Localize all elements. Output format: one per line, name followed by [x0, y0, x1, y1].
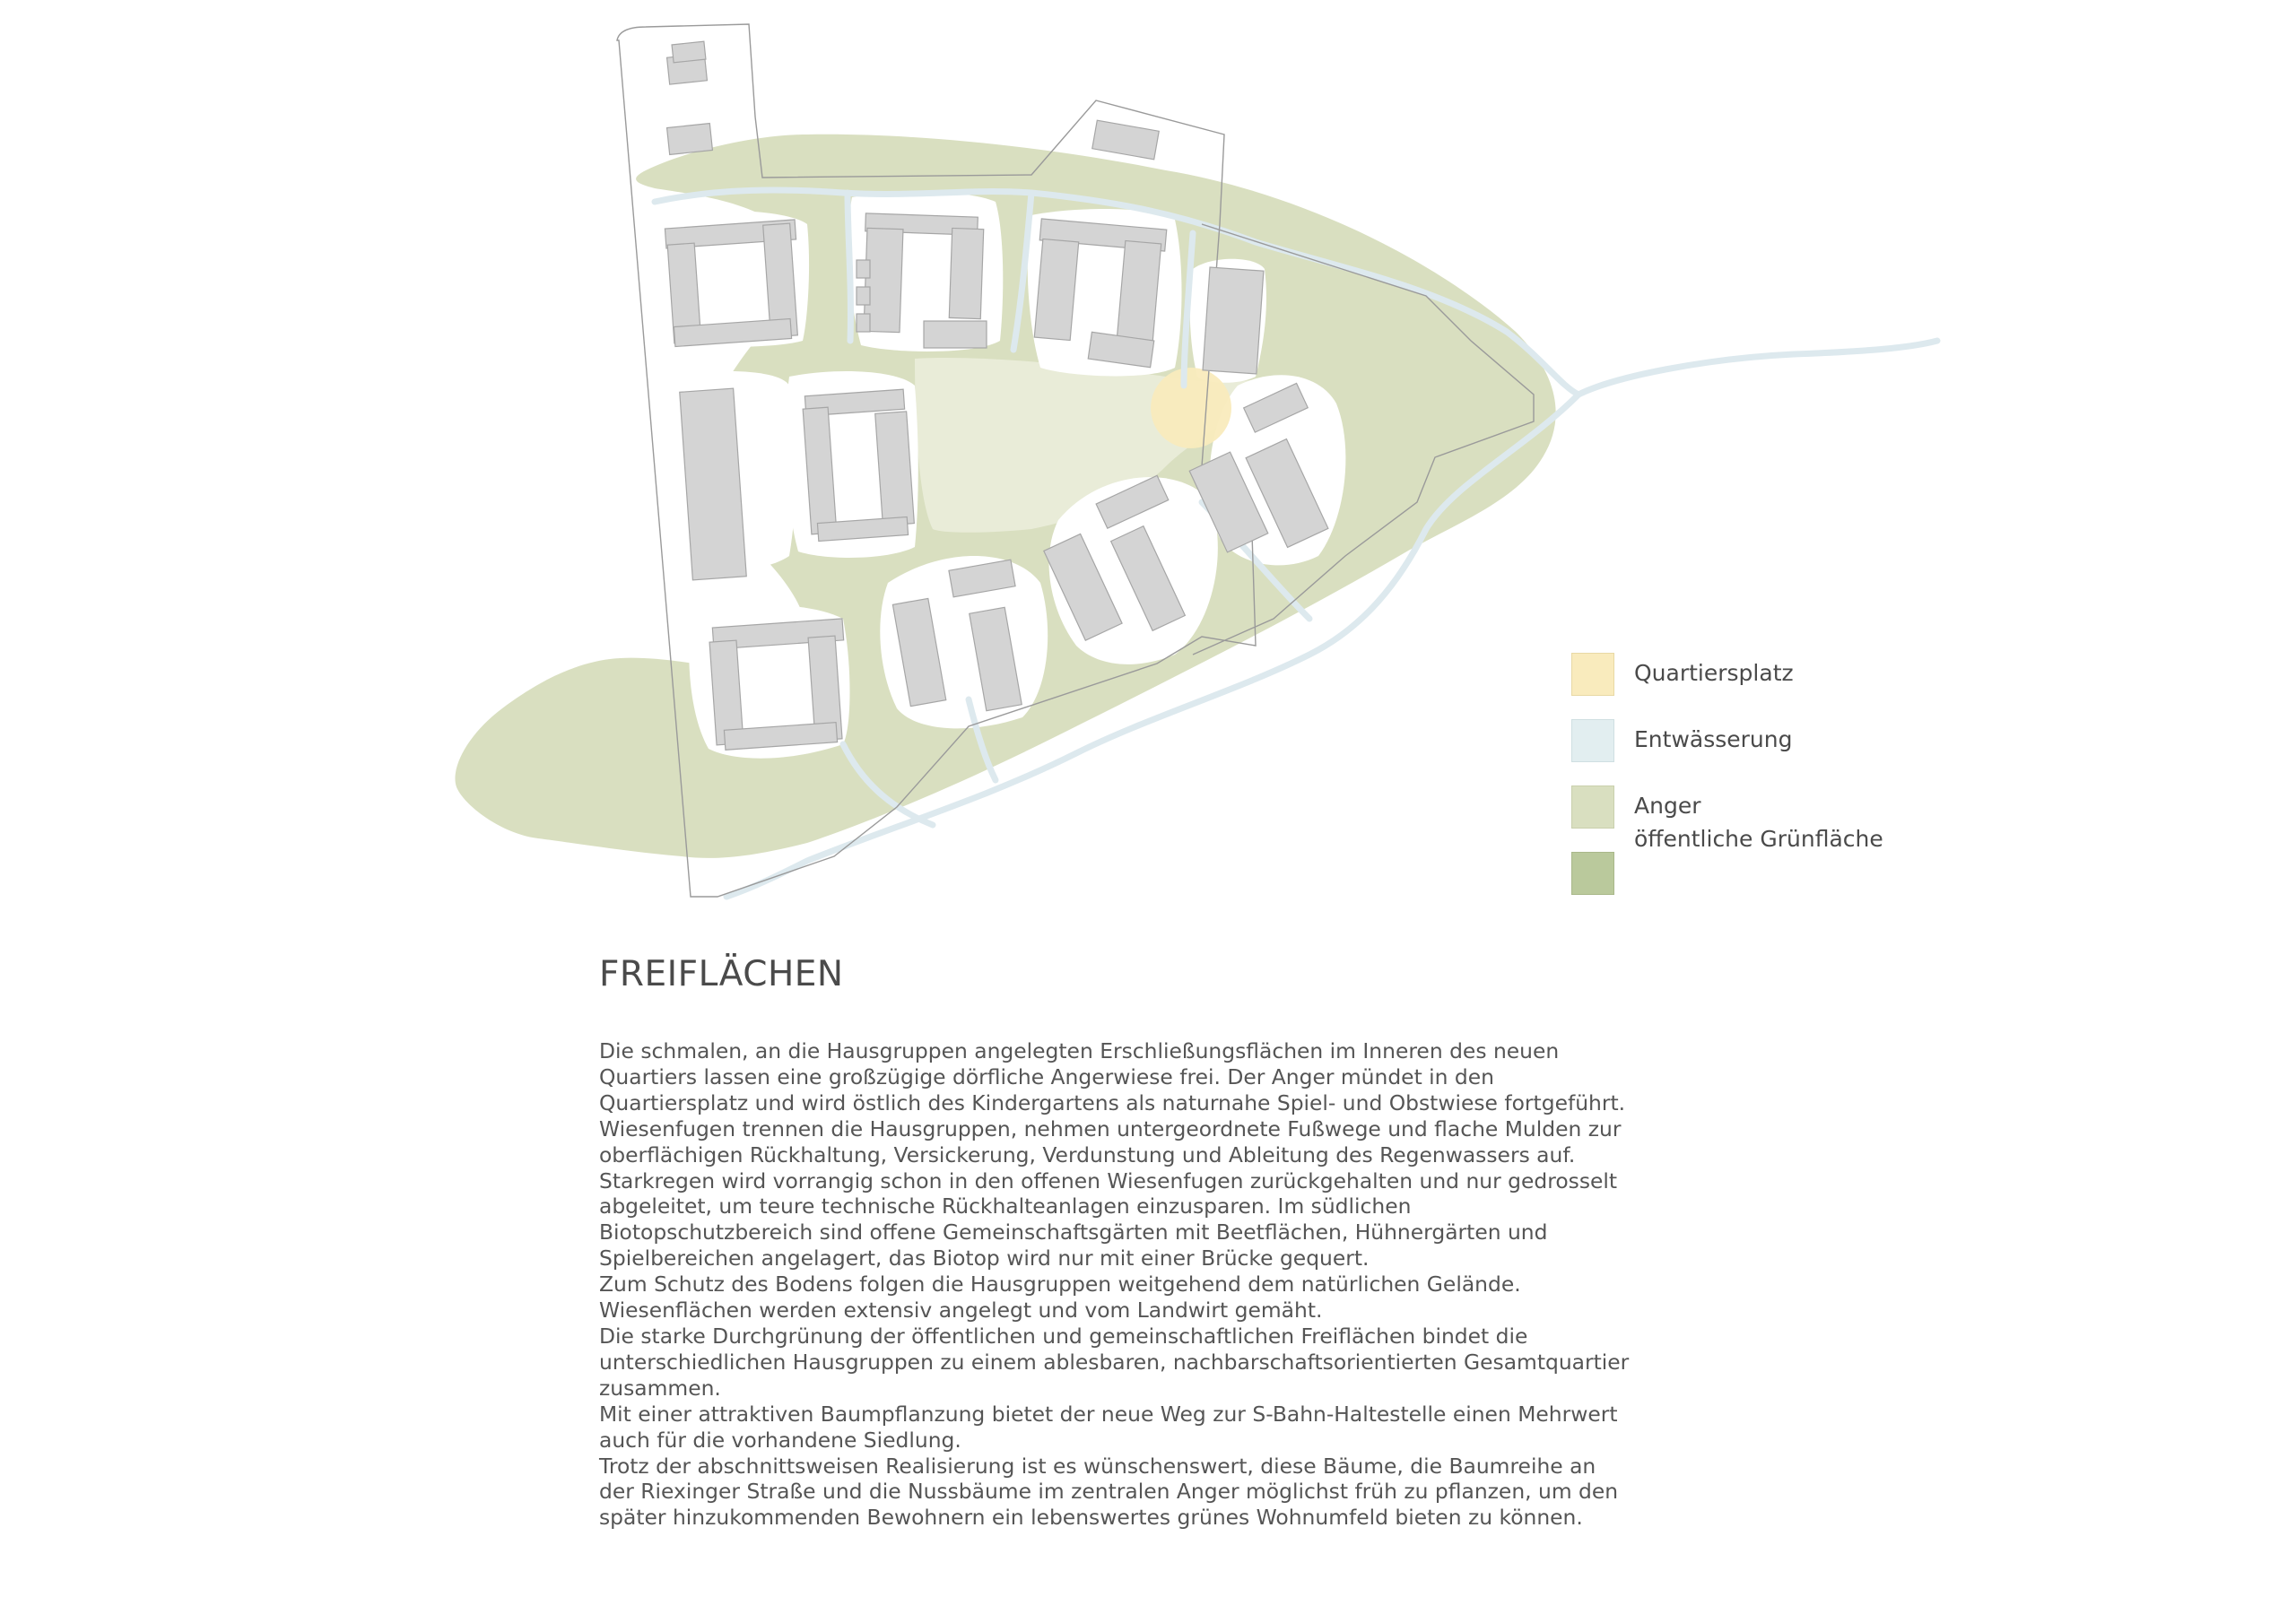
paragraph: Trotz der abschnittsweisen Realisierung ist es wünschenswert, diese Bäume, die Baumreihe an der Riexinger Straße und die Nussbäume im zentralen Anger möglichst früh zu pflanzen, um den später hinzukommenden Bewohnern ein lebenswertes grünes Wohnumfeld bieten zu können. [599, 1453, 1619, 1531]
quartiersplatz-marker [1151, 368, 1231, 448]
legend-label-anger: Anger [1634, 793, 1701, 819]
legend-swatch-oeffentliche-gruenflaeche [1571, 852, 1614, 895]
legend-label-entwaesserung: Entwässerung [1634, 726, 1793, 752]
map-legend [1571, 653, 1948, 904]
legend-swatch-quartiersplatz [1571, 653, 1614, 696]
paragraph: Die starke Durchgrünung der öffentlichen und gemeinschaftlichen Freiflächen bindet die unterschiedlichen Hausgruppen zu einem ablesbaren, nachbarschaftsorientierten Gesamtquartier zusammen. [599, 1323, 1630, 1401]
legend-label-oeffentliche-gruenflaeche: öffentliche Grünfläche [1634, 826, 1883, 852]
section-title: FREIFLÄCHEN [599, 954, 844, 994]
legend-swatch-entwaesserung [1571, 719, 1614, 762]
paragraph: Zum Schutz des Bodens folgen die Hausgruppen weitgehend dem natürlichen Gelände. Wiesenflächen werden extensiv angelegt und vom Landwirt gemäht. [599, 1271, 1521, 1324]
paragraph: Die schmalen, an die Hausgruppen angelegten Erschließungsflächen im Inneren des neuen Quartiers lassen eine großzügige dörfliche Angerwiese frei. Der Anger mündet in den Quartiersplatz und wird östlich des Kindergartens als naturnahe Spiel- und Obstwiese fortgeführt. Wiesenfugen trennen die Hausgruppen, nehmen untergeordnete Fußwege und flache Mulden zur oberflächigen Rückhaltung, Versickerung, Verdunstung und Ableitung des Regenwassers auf. Starkregen wird vorrangig schon in den offenen Wiesenfugen zurückgehalten und nur gedrosselt abgeleitet, um teure technische Rückhalteanlagen einzusparen. Im südlichen Biotopschutzbereich sind offene Gemeinschaftsgärten mit Beetflächen, Hühnergärten und Spielbereichen angelagert, das Biotop wird nur mit einer Brücke gequert. [599, 1038, 1626, 1271]
section-body [599, 1038, 1631, 1531]
legend-label-quartiersplatz: Quartiersplatz [1634, 660, 1794, 686]
paragraph: Mit einer attraktiven Baumpflanzung bietet der neue Weg zur S-Bahn-Haltestelle einen Mehrwert auch für die vorhandene Siedlung. [599, 1401, 1618, 1453]
legend-swatch-anger [1571, 785, 1614, 829]
